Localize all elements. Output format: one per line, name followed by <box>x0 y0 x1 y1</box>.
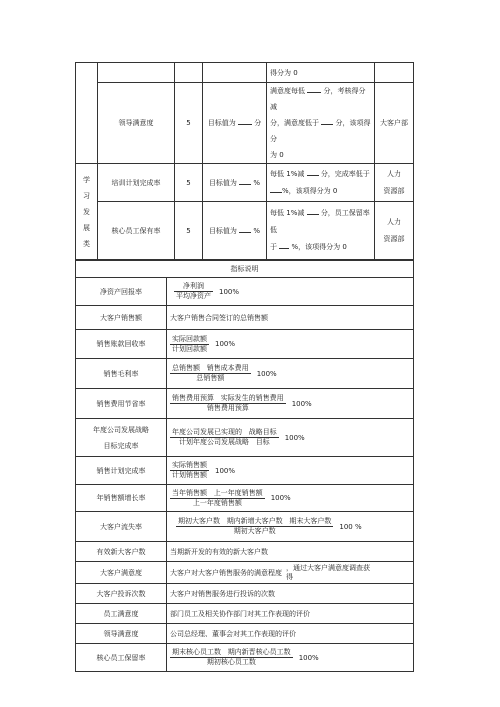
indicator-formula: $\frac{\text{实际回款额}}{\text{计划回款额}}$ 100% <box>167 330 414 359</box>
indicator-text: 公司总经理、董事会对其工作表现的评价 <box>167 624 414 644</box>
table-row <box>76 359 414 389</box>
score-rule-cell: 每低 1%减 分，员工保留率低 于 %，该项得分为 0 <box>267 202 375 260</box>
indicator-name: 净资产回报率 <box>76 278 167 306</box>
table-row <box>76 644 414 672</box>
kpi-target: 目标值为 % <box>203 202 267 260</box>
indicator-text: 大客户对大客户销售服务的满意程度 ，通过大客户满意度调查获 得 <box>167 562 414 584</box>
kpi-name: 领导满意度 <box>98 83 175 164</box>
kpi-target: 目标值为 % <box>203 164 267 202</box>
table-row <box>76 164 414 202</box>
table-row <box>76 202 414 260</box>
table-row <box>76 330 414 359</box>
kpi-target: 目标值为 分 <box>203 83 267 164</box>
responsible-dept: 人力 资源部 <box>375 202 414 260</box>
indicator-name: 大客户满意度 <box>76 562 167 584</box>
responsible-dept: 大客户部 <box>375 83 414 164</box>
category-label: 学 习 发 展 类 <box>76 164 98 260</box>
indicator-name: 销售费用节省率 <box>76 389 167 419</box>
indicator-table <box>75 260 414 672</box>
indicator-text: 当期新开发的有效的新大客户数 <box>167 542 414 562</box>
responsible-dept: 人力 资源部 <box>375 164 414 202</box>
kpi-weight: 5 <box>175 83 203 164</box>
indicator-name: 年销售额增长率 <box>76 485 167 512</box>
kpi-name: 核心员工保有率 <box>98 202 175 260</box>
indicator-formula: $\frac{\text{总销售额 销售成本费用}}{\text{总销售额}}$ 100% <box>167 359 414 389</box>
indicator-formula: $\frac{\text{销售费用预算 实际发生的销售费用}}{\text{销售费用预算}}$ 100% <box>167 389 414 419</box>
kpi-name: 培训计划完成率 <box>98 164 175 202</box>
table-row <box>76 278 414 306</box>
kpi-score-table <box>75 62 414 260</box>
section-header: 指标说明 <box>76 261 414 278</box>
table-row <box>76 624 414 644</box>
table-row <box>76 604 414 624</box>
kpi-weight: 5 <box>175 164 203 202</box>
table-row <box>76 542 414 562</box>
indicator-name: 大客户流失率 <box>76 512 167 542</box>
table-row <box>76 512 414 542</box>
kpi-document-page <box>75 62 413 690</box>
table-row <box>76 419 414 457</box>
indicator-text: 大客户对销售服务进行投诉的次数 <box>167 584 414 604</box>
indicator-name: 领导满意度 <box>76 624 167 644</box>
indicator-name: 有效新大客户数 <box>76 542 167 562</box>
table-row <box>76 306 414 330</box>
indicator-name: 销售计划完成率 <box>76 457 167 485</box>
indicator-formula: $\frac{\text{实际销售额}}{\text{计划销售额}}$ 100% <box>167 457 414 485</box>
indicator-formula: $\frac{\text{期末核心员工数 期内新晋核心员工数}}{\text{期初核心员工数}}$ 100% <box>167 644 414 672</box>
indicator-name: 销售账款回收率 <box>76 330 167 359</box>
indicator-name: 年度公司发展战略 目标完成率 <box>76 419 167 457</box>
indicator-name: 员工满意度 <box>76 604 167 624</box>
indicator-formula: $\frac{\text{净利润}}{\text{平均净资产}}$ 100% <box>167 278 414 306</box>
table-row <box>76 485 414 512</box>
table-row <box>76 457 414 485</box>
indicator-formula: $\frac{\text{当年销售额 上一年度销售额}}{\text{上一年度销售额}}$ 100% <box>167 485 414 512</box>
indicator-name: 大客户销售额 <box>76 306 167 330</box>
table-row <box>76 63 414 83</box>
indicator-text: 部门员工及相关协作部门对其工作表现的评价 <box>167 604 414 624</box>
table-row <box>76 584 414 604</box>
indicator-text: 大客户销售合同签订的总销售额 <box>167 306 414 330</box>
indicator-name: 销售毛利率 <box>76 359 167 389</box>
indicator-formula: $\frac{\text{年度公司发展已实现的 战略目标}}{\text{计划年度公司发展战略 目标}}$ 100% <box>167 419 414 457</box>
indicator-formula: $\frac{\text{期初大客户数 期内新增大客户数 期末大客户数}}{\text{期初大客户数}}$ 100 % <box>167 512 414 542</box>
table-row <box>76 83 414 164</box>
score-rule-cell: 满意度每低 分，考核得分减 分，满意度低于 分，该项得分 为 0 <box>267 83 375 164</box>
score-rule-cell: 得分为 0 <box>267 63 375 83</box>
score-rule-cell: 每低 1%减 分，完成率低于 %，该项得分为 0 <box>267 164 375 202</box>
table-row <box>76 261 414 278</box>
table-row <box>76 389 414 419</box>
indicator-name: 核心员工保留率 <box>76 644 167 672</box>
table-row <box>76 562 414 584</box>
indicator-name: 大客户投诉次数 <box>76 584 167 604</box>
kpi-weight: 5 <box>175 202 203 260</box>
